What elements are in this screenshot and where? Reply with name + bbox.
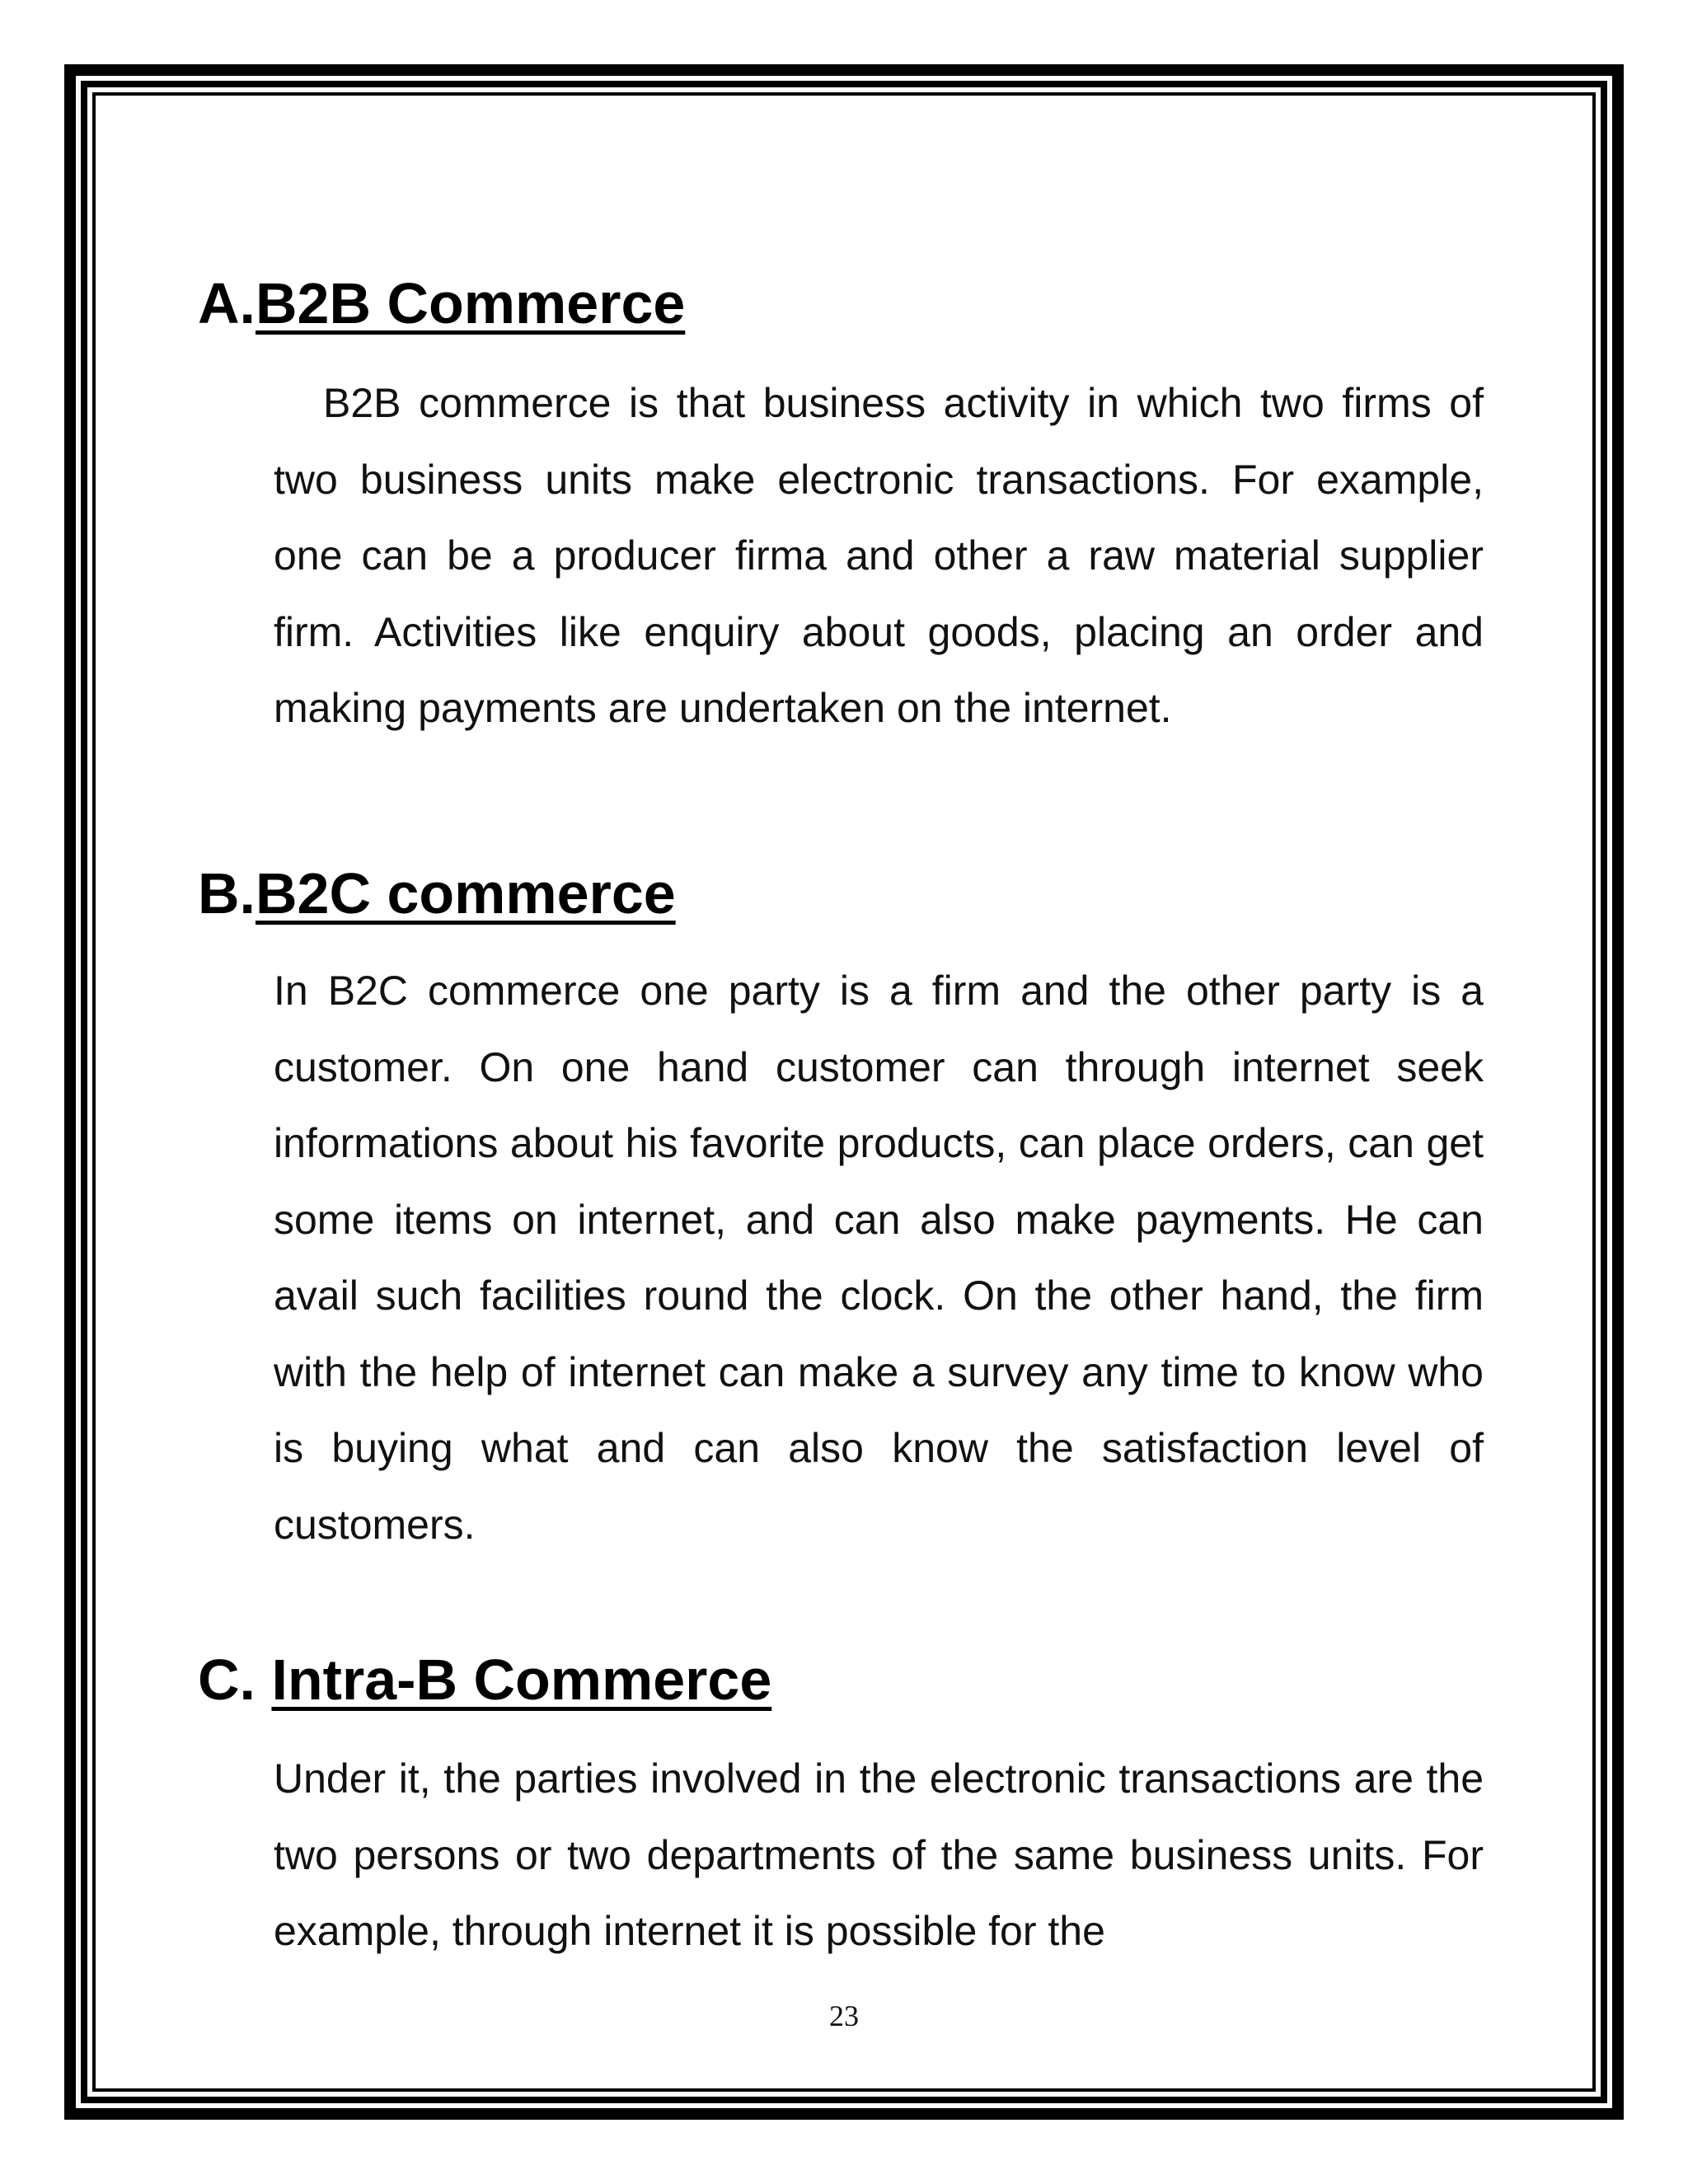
section-body-b2b: B2B commerce is that business activity in which two firms of two business units make electronic transactions. For example, one can be a producer firma and other a raw material supplier firm. Activities like enquiry about goods, placing an order and making payments are undertaken on the internet. <box>274 380 1484 731</box>
section-title: Intra-B Commerce <box>271 1647 772 1712</box>
section-heading-intra-b <box>198 1647 771 1713</box>
section-letter: C. <box>198 1647 272 1712</box>
section-body-intra-b: Under it, the parties involved in the electronic transactions are the two persons or two departments of the same business units. For example, through internet it is possible for the <box>274 1755 1484 1954</box>
section-title: B2B Commerce <box>256 271 686 335</box>
section-letter: A. <box>198 271 256 335</box>
section-title: B2C commerce <box>256 861 676 926</box>
section-body-b2c: In B2C commerce one party is a firm and the other party is a customer. On one hand customer can through internet seek informations about his favorite products, can place orders, can get some items on internet, and can also make payments. He can avail such facilities round the clock. On the other hand, the firm with the help of internet can make a survey any time to know who is buying what and can also know the satisfaction level of customers. <box>274 968 1484 1548</box>
section-letter: B. <box>198 861 256 926</box>
section-heading-b2b <box>198 270 685 336</box>
page-number: 23 <box>829 1999 859 2032</box>
section-heading-b2c <box>198 860 676 926</box>
